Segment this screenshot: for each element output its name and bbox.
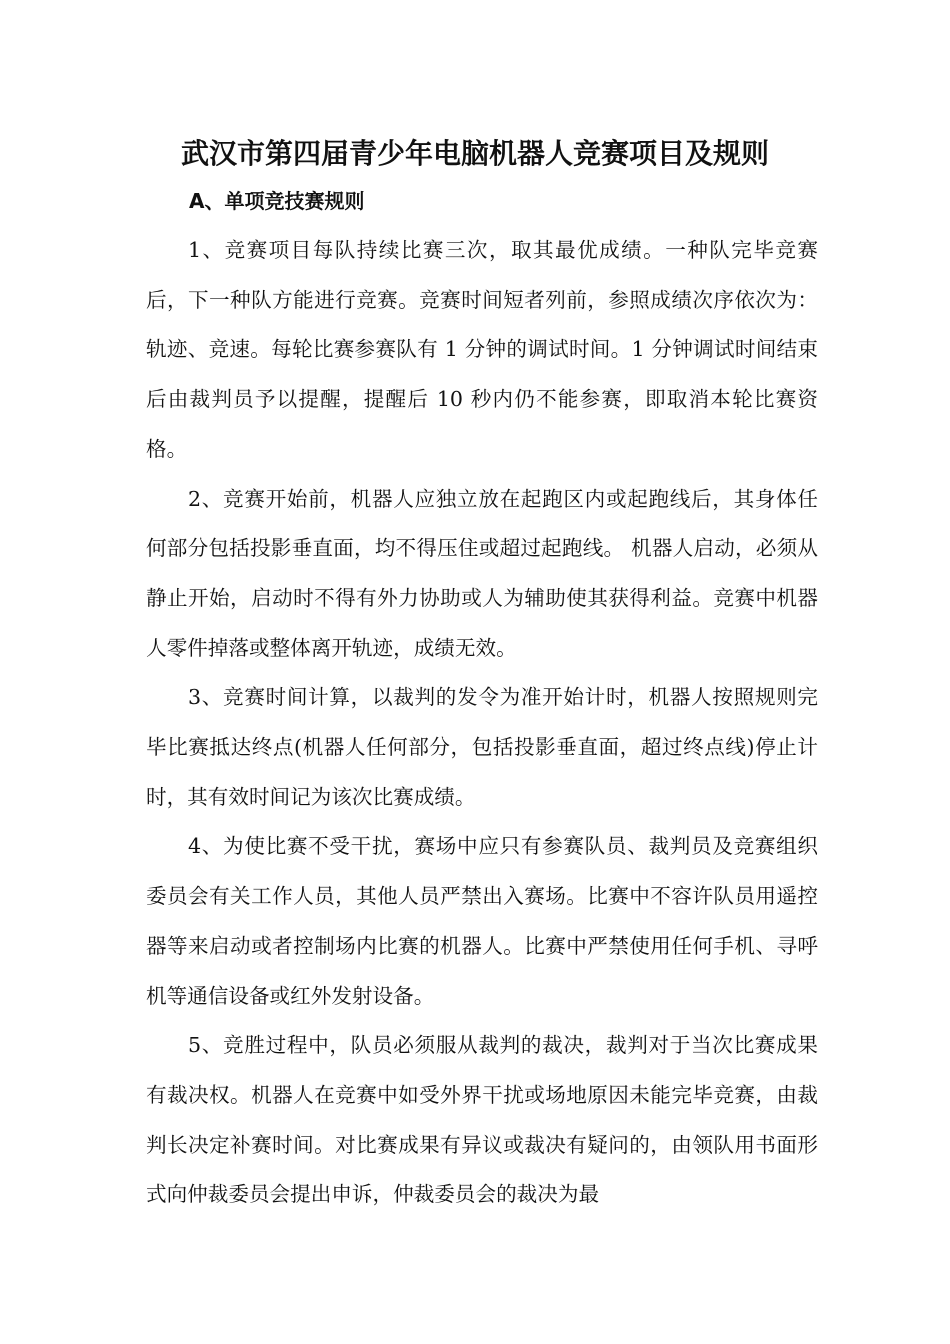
section-heading: A、单项竞技赛规则 [189, 189, 365, 213]
rule-paragraph-1: 1、竞赛项目每队持续比赛三次，取其最优成绩。一种队完毕竞赛后，下一种队方能进行竞赛。竞赛时间短者列前，参照成绩次序依次为：轨迹、竞速。每轮比赛参赛队有 1 分钟的调试时间。1 分钟调试时间结束后由裁判员予以提醒，提醒后 10 秒内仍不能参赛，即取消本轮比赛资格。 [146, 238, 818, 461]
rule-paragraph-3: 3、竞赛时间计算，以裁判的发令为准开始计时，机器人按照规则完毕比赛抵达终点(机器人任何部分，包括投影垂直面，超过终点线)停止计时，其有效时间记为该次比赛成绩。 [146, 685, 818, 809]
document-title: 武汉市第四届青少年电脑机器人竞赛项目及规则 [180, 137, 769, 170]
rules-body [146, 226, 818, 1220]
rule-paragraph-4: 4、为使比赛不受干扰，赛场中应只有参赛队员、裁判员及竞赛组织委员会有关工作人员，其他人员严禁出入赛场。比赛中不容许队员用遥控器等来启动或者控制场内比赛的机器人。比赛中严禁使用任何手机、寻呼机等通信设备或红外发射设备。 [146, 834, 818, 1008]
rule-paragraph-2: 2、竞赛开始前，机器人应独立放在起跑区内或起跑线后，其身体任何部分包括投影垂直面，均不得压住或超过起跑线。 机器人启动，必须从静止开始，启动时不得有外力协助或人为辅助使其获得利益。竞赛中机器人零件掉落或整体离开轨迹，成绩无效。 [146, 486, 818, 660]
rule-paragraph-5: 5、竞胜过程中，队员必须服从裁判的裁决，裁判对于当次比赛成果有裁决权。机器人在竞赛中如受外界干扰或场地原因未能完毕竞赛，由裁判长决定补赛时间。对比赛成果有异议或裁决有疑问的，由领队用书面形式向仲裁委员会提出申诉，仲裁委员会的裁决为最 [146, 1033, 818, 1207]
